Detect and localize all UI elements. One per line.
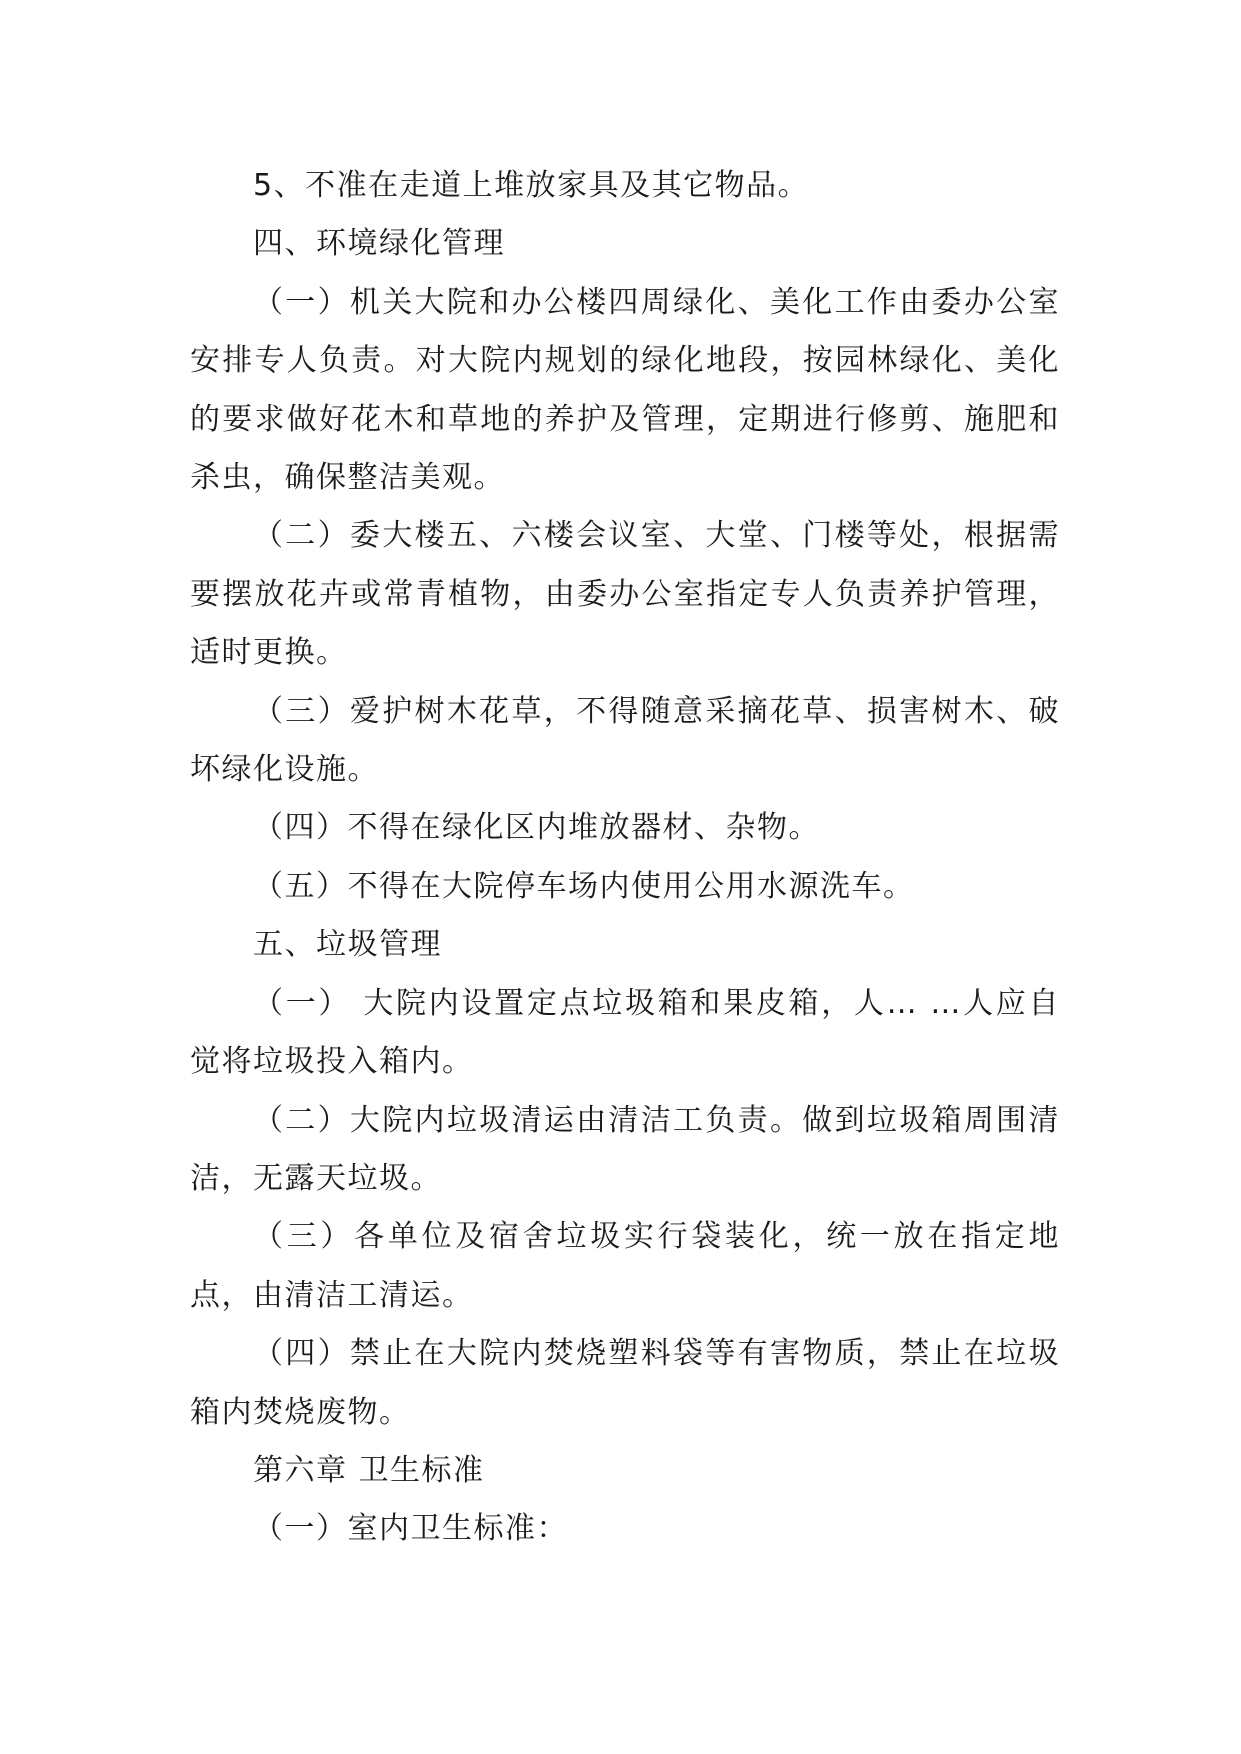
document-body <box>190 157 1060 1559</box>
paragraph: （一）机关大院和办公楼四周绿化、美化工作由委办公室安排专人负责。对大院内规划的绿化地段，按园林绿化、美化的要求做好花木和草地的养护及管理，定期进行修剪、施肥和杀虫，确保整洁美观。 <box>190 284 1060 496</box>
paragraph: （五）不得在大院停车场内使用公用水源洗车。 <box>253 868 915 904</box>
paragraph: （二）委大楼五、六楼会议室、大堂、门楼等处，根据需要摆放花卉或常青植物，由委办公室指定专人负责养护管理，适时更换。 <box>190 518 1060 671</box>
paragraph: （一） 大院内设置定点垃圾箱和果皮箱，人… …人应自觉将垃圾投入箱内。 <box>190 985 1060 1080</box>
paragraph: （四）不得在绿化区内堆放器材、杂物。 <box>253 810 820 846</box>
paragraph: 5、不准在走道上堆放家具及其它物品。 <box>253 168 810 203</box>
paragraph: （三）各单位及宿舍垃圾实行袋装化，统一放在指定地点，由清洁工清运。 <box>190 1219 1060 1313</box>
section-heading: 四、环境绿化管理 <box>253 226 505 262</box>
paragraph: （三）爱护树木花草，不得随意采摘花草、损害树木、破坏绿化设施。 <box>190 693 1060 788</box>
paragraph: （二）大院内垃圾清运由清洁工负责。做到垃圾箱周围清洁，无露天垃圾。 <box>190 1102 1060 1196</box>
chapter-heading: 第六章 卫生标准 <box>253 1452 485 1488</box>
section-heading: 五、垃圾管理 <box>253 927 442 963</box>
paragraph: （一）室内卫生标准： <box>253 1511 568 1547</box>
paragraph: （四）禁止在大院内焚烧塑料袋等有害物质，禁止在垃圾箱内焚烧废物。 <box>190 1336 1060 1430</box>
